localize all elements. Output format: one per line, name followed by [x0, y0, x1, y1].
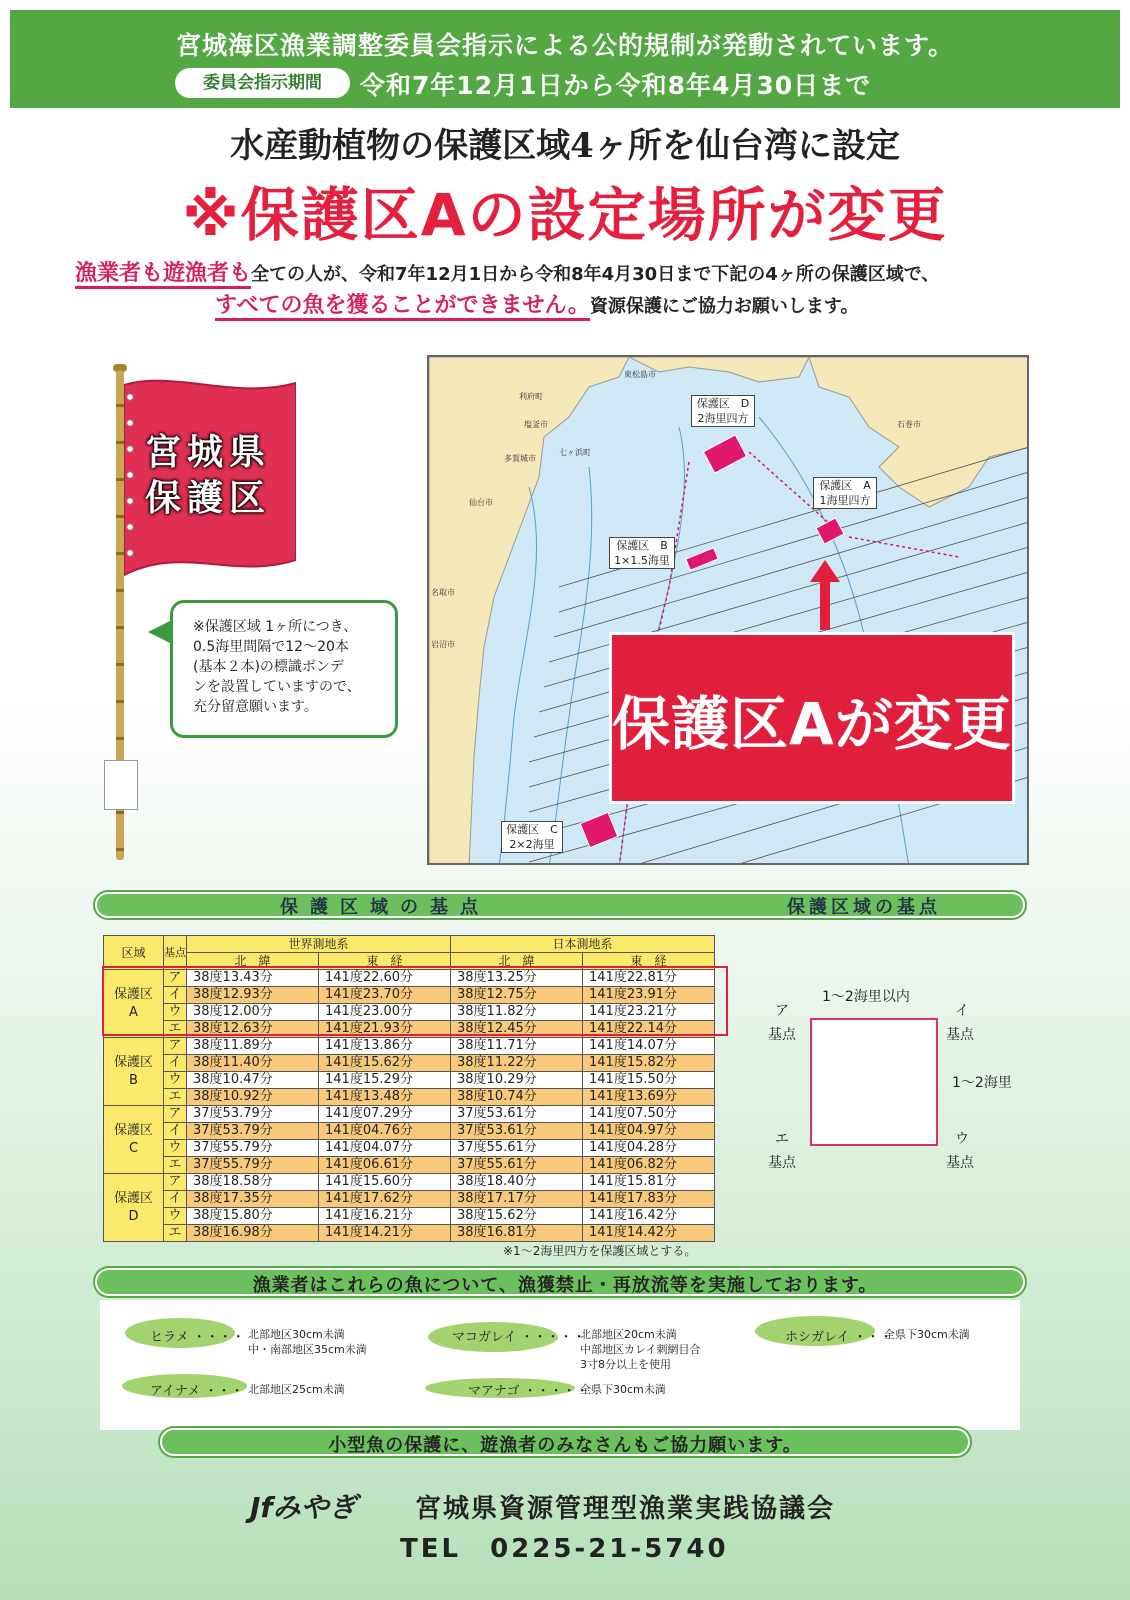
coordinate-cell: 141度22.14分 — [583, 1021, 715, 1038]
period-label: 委員会指示期間 — [175, 68, 350, 98]
place-label: 七ヶ浜町 — [559, 448, 591, 457]
fish-panel — [100, 1300, 1020, 1430]
fish-rule: 北部地区20cm未満 — [580, 1328, 677, 1341]
coordinate-cell: 141度21.93分 — [319, 1021, 451, 1038]
coordinate-cell: 37度53.61分 — [451, 1123, 583, 1140]
zone-a-highlight — [102, 966, 728, 1036]
coordinate-cell: 38度11.82分 — [451, 1004, 583, 1021]
col-header-lon: 東 経 — [583, 953, 715, 970]
coordinate-cell: 141度07.29分 — [319, 1106, 451, 1123]
coordinate-cell: 38度17.17分 — [451, 1191, 583, 1208]
zone-c-name: 保護区 C — [506, 823, 558, 836]
coordinate-cell: 38度18.58分 — [187, 1174, 319, 1191]
coordinate-cell: 37度55.79分 — [187, 1140, 319, 1157]
fish-name: ヒラメ ・・・・ — [150, 1330, 245, 1345]
zone-letter: D — [128, 1208, 139, 1224]
buoy-callout — [170, 600, 398, 738]
coordinate-cell: 141度13.69分 — [583, 1089, 715, 1106]
coordinate-cell: 141度15.50分 — [583, 1072, 715, 1089]
jf-miyagi-logo: Jfみやぎ — [250, 1491, 357, 1524]
diagram-corner-e: エ — [775, 1131, 789, 1147]
intro-text-1: 全ての人が、令和7年12月1日から令和8年4月30日まで下記の4ヶ所の保護区域で、 — [251, 264, 940, 285]
fish-name: マアナゴ ・・・・・ — [468, 1384, 589, 1399]
fish-rule: 全県下30cm未満 — [884, 1328, 970, 1341]
headline: 水産動植物の保護区域4ヶ所を仙台湾に設定 — [230, 126, 900, 166]
telephone: TEL 0225-21-5740 — [400, 1534, 729, 1564]
basepoint-cell: イ — [164, 1055, 187, 1072]
fish-rule: 3寸8分以上を使用 — [580, 1358, 671, 1371]
coordinate-cell: 38度10.29分 — [451, 1072, 583, 1089]
coordinate-cell: 37度55.61分 — [451, 1157, 583, 1174]
intro-highlight-2: すべての魚を獲ることができません。 — [215, 293, 590, 321]
coordinate-cell: 141度13.86分 — [319, 1038, 451, 1055]
pole-tag — [104, 760, 138, 810]
zone-c-label — [501, 821, 563, 853]
coordinate-cell: 141度04.07分 — [319, 1140, 451, 1157]
fish-name: ホシガレイ ・・・ — [785, 1330, 893, 1345]
coordinate-cell: 38度11.71分 — [451, 1038, 583, 1055]
intro-highlight-1: 漁業者も遊漁者も — [75, 261, 251, 289]
basepoint-cell: ウ — [164, 1140, 187, 1157]
fish-rule: 北部地区30cm未満 — [248, 1328, 345, 1341]
table-row — [104, 1106, 715, 1123]
diagram-corner-a: ア — [775, 1003, 789, 1019]
col-header-lat: 北 緯 — [451, 953, 583, 970]
table-row — [104, 1174, 715, 1191]
coordinate-cell: 37度53.61分 — [451, 1106, 583, 1123]
zone-a-label — [813, 477, 877, 509]
flag-label-line1: 宮城県 — [144, 432, 271, 473]
coordinate-cell: 141度23.21分 — [583, 1004, 715, 1021]
table-row — [104, 1140, 715, 1157]
zone-b-size: 1×1.5海里 — [614, 554, 670, 567]
place-label: 塩釜市 — [524, 420, 548, 429]
coordinate-cell: 141度04.76分 — [319, 1123, 451, 1140]
zone-name: 保護区 — [113, 1054, 153, 1070]
diagram-top-label: 1〜2海里以内 — [822, 989, 910, 1005]
coordinate-cell: 38度17.35分 — [187, 1191, 319, 1208]
place-label: 東松島市 — [624, 370, 656, 379]
place-label: 仙台市 — [469, 498, 493, 507]
coordinate-cell: 141度06.82分 — [583, 1157, 715, 1174]
col-header-lat: 北 緯 — [187, 953, 319, 970]
intro-line-1 — [75, 256, 939, 287]
callout-line: ※保護区域 1ヶ所につき、 — [193, 619, 358, 635]
coordinate-cell: 38度16.81分 — [451, 1225, 583, 1242]
diagram-corner-i: イ — [955, 1003, 969, 1019]
zone-square-diagram — [810, 1018, 938, 1146]
fish-name: マコガレイ ・・・・・ — [452, 1330, 586, 1345]
zone-b-label — [609, 537, 675, 569]
coordinate-cell: 38度13.43分 — [187, 970, 319, 987]
fish-rule: 北部地区25cm未満 — [248, 1383, 345, 1396]
diagram-base-label: 基点 — [946, 1027, 974, 1043]
zone-letter: A — [129, 1004, 138, 1020]
coordinate-cell: 141度04.28分 — [583, 1140, 715, 1157]
top-banner — [10, 10, 1120, 108]
coordinate-cell: 141度15.60分 — [319, 1174, 451, 1191]
coordinate-cell: 141度15.81分 — [583, 1174, 715, 1191]
basepoint-cell: ア — [164, 1038, 187, 1055]
coordinate-cell: 141度14.07分 — [583, 1038, 715, 1055]
basepoint-cell: イ — [164, 1191, 187, 1208]
diagram-base-label: 基点 — [768, 1155, 796, 1171]
basepoint-cell: ア — [164, 970, 187, 987]
zone-letter: B — [129, 1072, 138, 1088]
zone-d-label — [691, 395, 755, 427]
organization-name: 宮城県資源管理型漁業実践協議会 — [415, 1494, 836, 1524]
col-header-zone: 区域 — [104, 936, 164, 970]
basepoint-cell: ウ — [164, 1004, 187, 1021]
basepoint-cell: エ — [164, 1157, 187, 1174]
coordinate-cell: 37度55.61分 — [451, 1140, 583, 1157]
coordinate-cell: 38度11.89分 — [187, 1038, 319, 1055]
coordinate-cell: 38度11.40分 — [187, 1055, 319, 1072]
headline-change-notice: ※保護区Aの設定場所が変更 — [182, 181, 948, 249]
coordinate-cell: 141度22.81分 — [583, 970, 715, 987]
arrow-up-icon — [810, 560, 840, 630]
place-label: 岩沼市 — [431, 640, 455, 649]
zone-a-name: 保護区 A — [819, 479, 871, 492]
diagram-side-label: 1〜2海里 — [952, 1075, 1012, 1091]
callout-tail — [148, 620, 172, 644]
place-label: 石巻市 — [897, 420, 921, 429]
coordinate-cell: 38度12.00分 — [187, 1004, 319, 1021]
basepoint-cell: イ — [164, 987, 187, 1004]
coordinate-cell: 38度10.47分 — [187, 1072, 319, 1089]
coordinate-cell: 38度12.63分 — [187, 1021, 319, 1038]
coordinate-cell: 141度16.42分 — [583, 1208, 715, 1225]
coordinate-cell: 37度53.79分 — [187, 1123, 319, 1140]
basepoint-cell: ア — [164, 1106, 187, 1123]
place-label: 名取市 — [431, 588, 455, 597]
coordinate-cell: 38度12.93分 — [187, 987, 319, 1004]
basepoint-cell: ウ — [164, 1072, 187, 1089]
place-label: 多賀城市 — [504, 454, 536, 463]
coordinate-cell: 38度15.62分 — [451, 1208, 583, 1225]
change-notice-text: 保護区Aが変更 — [612, 690, 1012, 758]
basepoint-cell: エ — [164, 1089, 187, 1106]
place-label: 利府町 — [519, 392, 543, 401]
table-row — [104, 1038, 715, 1055]
fish-name: アイナメ ・・・ — [150, 1384, 244, 1399]
table-note: ※1〜2海里四方を保護区域とする。 — [503, 1244, 697, 1258]
zone-name-cell — [104, 1174, 164, 1242]
coordinate-cell: 141度14.21分 — [319, 1225, 451, 1242]
coordinate-cell: 141度07.50分 — [583, 1106, 715, 1123]
basepoint-cell: エ — [164, 1021, 187, 1038]
section-title-basepoints-diagram: 保護区域の基点 — [787, 897, 941, 918]
coordinate-cell: 141度13.48分 — [319, 1089, 451, 1106]
section-title-basepoints: 保護区域の基点 — [280, 897, 490, 918]
coordinate-cell: 141度23.00分 — [319, 1004, 451, 1021]
coordinate-cell: 38度12.45分 — [451, 1021, 583, 1038]
diagram-corner-u: ウ — [955, 1131, 969, 1147]
zone-a-size: 1海里四方 — [819, 494, 871, 507]
diagram-base-label: 基点 — [946, 1155, 974, 1171]
table-row — [104, 1191, 715, 1208]
fish-rule: 全県下30cm未満 — [580, 1383, 666, 1396]
table-row — [104, 1072, 715, 1089]
flag-label-line2: 保護区 — [144, 478, 271, 519]
zone-name: 保護区 — [113, 1122, 153, 1138]
coordinate-cell: 141度06.61分 — [319, 1157, 451, 1174]
basepoint-cell: エ — [164, 1225, 187, 1242]
table-row — [104, 1089, 715, 1106]
col-header-japan: 日本測地系 — [451, 936, 715, 953]
coordinate-cell: 141度17.62分 — [319, 1191, 451, 1208]
intro-text-2: 資源保護にご協力お願いします。 — [589, 296, 859, 317]
coordinate-cell: 38度10.74分 — [451, 1089, 583, 1106]
callout-line: (基本２本)の標識ボンデ — [193, 659, 344, 675]
coordinate-cell: 141度16.21分 — [319, 1208, 451, 1225]
table-row — [104, 1225, 715, 1242]
change-notice-box — [609, 632, 1015, 804]
callout-line: 0.5海里間隔で12〜20本 — [193, 639, 349, 655]
period-text: 令和7年12月1日から令和8年4月30日まで — [360, 71, 872, 100]
flag-label — [138, 430, 278, 522]
coordinate-cell: 38度18.40分 — [451, 1174, 583, 1191]
zone-name: 保護区 — [113, 1190, 153, 1206]
coordinate-cell: 38度15.80分 — [187, 1208, 319, 1225]
callout-line: 充分留意願います。 — [193, 699, 318, 715]
table-row — [104, 1123, 715, 1140]
coordinate-cell: 38度12.75分 — [451, 987, 583, 1004]
fish-rule: 中部地区カレイ刺網目合 — [580, 1343, 701, 1356]
table-row — [104, 1157, 715, 1174]
fish-rule: 中・南部地区35cm未満 — [248, 1343, 367, 1356]
zone-name-cell — [104, 1106, 164, 1174]
zone-name-cell — [104, 1038, 164, 1106]
table-row — [104, 1055, 715, 1072]
coordinate-cell: 38度11.22分 — [451, 1055, 583, 1072]
cooperation-message: 小型魚の保護に、遊漁者のみなさんもご協力願います。 — [328, 1435, 802, 1456]
coordinate-cell: 37度55.79分 — [187, 1157, 319, 1174]
basepoint-cell: ア — [164, 1174, 187, 1191]
basepoint-cell: イ — [164, 1123, 187, 1140]
zone-letter: C — [128, 1140, 139, 1156]
diagram-base-label: 基点 — [768, 1027, 796, 1043]
intro-line-2 — [215, 288, 858, 319]
coordinate-cell: 141度23.91分 — [583, 987, 715, 1004]
coordinate-cell: 141度17.83分 — [583, 1191, 715, 1208]
coordinate-cell: 38度16.98分 — [187, 1225, 319, 1242]
zone-b-name: 保護区 B — [616, 539, 668, 552]
col-header-world: 世界測地系 — [187, 936, 451, 953]
col-header-lon: 東 経 — [319, 953, 451, 970]
section-title-fish: 漁業者はこれらの魚について、漁獲禁止・再放流等を実施しております。 — [252, 1275, 878, 1296]
coordinate-cell: 141度15.62分 — [319, 1055, 451, 1072]
coordinate-cell: 141度14.42分 — [583, 1225, 715, 1242]
zone-d-size: 2海里四方 — [697, 412, 749, 425]
zone-d-name: 保護区 D — [696, 397, 750, 410]
table-row — [104, 1208, 715, 1225]
coordinate-cell: 141度15.82分 — [583, 1055, 715, 1072]
zone-c-size: 2×2海里 — [509, 838, 555, 851]
coordinate-cell: 141度04.97分 — [583, 1123, 715, 1140]
coordinate-cell: 141度23.70分 — [319, 987, 451, 1004]
coordinate-cell: 141度15.29分 — [319, 1072, 451, 1089]
regulation-notice: 宮城海区漁業調整委員会指示による公的規制が発動されています。 — [175, 31, 954, 60]
coordinate-cell: 38度10.92分 — [187, 1089, 319, 1106]
coordinate-cell: 37度53.79分 — [187, 1106, 319, 1123]
coordinate-cell: 38度13.25分 — [451, 970, 583, 987]
zone-name: 保護区 — [113, 986, 153, 1002]
callout-line: ンを設置していますので、 — [193, 679, 361, 695]
col-header-point: 基点 — [164, 936, 187, 970]
coordinate-cell: 141度22.60分 — [319, 970, 451, 987]
basepoint-cell: ウ — [164, 1208, 187, 1225]
